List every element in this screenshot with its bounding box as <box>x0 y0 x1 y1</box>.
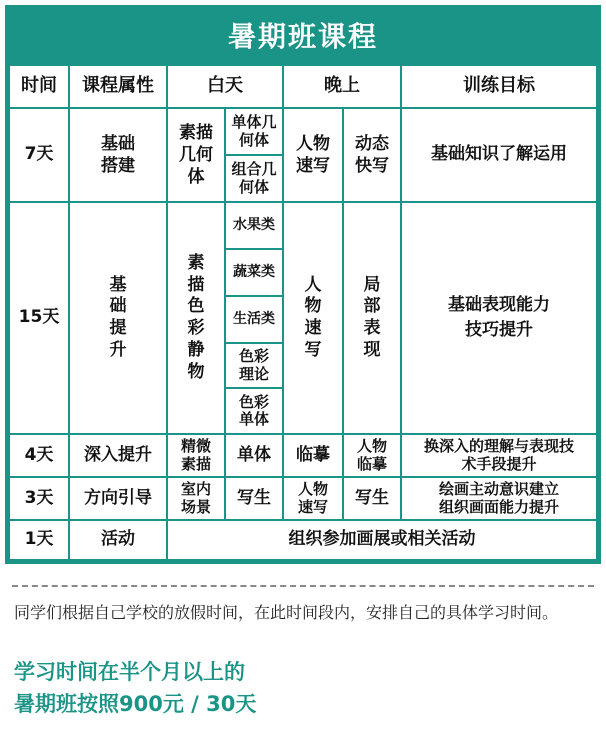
dashed-divider <box>12 585 594 587</box>
header-attribute: 课程属性 <box>68 64 168 109</box>
highlight-line-2: 暑期班按照900元 / 30天 <box>14 692 257 716</box>
row-15-night-1-text: 人物速写 <box>304 274 322 360</box>
highlight-line-1: 学习时间在半个月以上的 <box>14 660 245 684</box>
row-15-day-main-text: 素描色彩静物 <box>187 252 205 382</box>
row-15-day-sub-3: 生活类 <box>224 295 284 344</box>
row-4-goal <box>400 433 598 478</box>
row-3-goal-text: 绘画主动意识建立组织画面能力提升 <box>438 480 559 516</box>
row-15-attribute-text: 基础提升 <box>109 274 127 360</box>
header-time: 时间 <box>8 64 70 109</box>
row-3-night-1-text: 人物速写 <box>297 480 328 516</box>
row-7-goal: 基础知识了解运用 <box>400 107 598 203</box>
row-15-day-sub-4-text: 色彩理论 <box>238 347 269 383</box>
row-15-attribute <box>68 201 168 435</box>
row-3-goal <box>400 476 598 521</box>
header-night: 晚上 <box>282 64 402 109</box>
row-3-day-1-text: 室内场景 <box>180 480 211 516</box>
row-4-night-2-text: 人物临摹 <box>356 437 387 473</box>
row-7-time: 7天 <box>8 107 70 203</box>
row-15-day-sub-4 <box>224 342 284 389</box>
row-7-night-2 <box>342 107 402 203</box>
row-7-day-sub-2-text: 组合几何体 <box>231 160 277 196</box>
row-7-attribute-text: 基础搭建 <box>101 133 135 176</box>
row-7-day-main <box>166 107 226 203</box>
row-7-day-sub-1 <box>224 107 284 156</box>
row-4-time: 4天 <box>8 433 70 478</box>
row-15-night-1 <box>282 201 344 435</box>
row-7-night-2-text: 动态快写 <box>355 133 389 176</box>
row-15-day-sub-5-text: 色彩单体 <box>238 392 269 428</box>
row-7-day-main-text: 素描几何体 <box>179 122 213 188</box>
row-1-time: 1天 <box>8 519 70 561</box>
row-15-night-2-text: 局部表现 <box>363 274 381 360</box>
row-7-attribute <box>68 107 168 203</box>
header-day: 白天 <box>166 64 284 109</box>
row-7-day-sub-2 <box>224 154 284 203</box>
header-goal: 训练目标 <box>400 64 598 109</box>
row-3-time: 3天 <box>8 476 70 521</box>
row-3-night-1 <box>282 476 344 521</box>
table-title: 暑期班课程 <box>8 8 598 66</box>
row-15-night-2 <box>342 201 402 435</box>
row-15-time: 15天 <box>8 201 70 435</box>
row-3-night-2: 写生 <box>342 476 402 521</box>
row-3-attribute: 方向引导 <box>68 476 168 521</box>
row-1-attribute: 活动 <box>68 519 168 561</box>
row-4-night-2 <box>342 433 402 478</box>
row-4-night-1: 临摹 <box>282 433 344 478</box>
row-7-day-sub-1-text: 单体几何体 <box>231 113 277 149</box>
course-table-frame <box>5 5 601 564</box>
row-7-night-1-text: 人物速写 <box>296 133 330 176</box>
row-3-day-1 <box>166 476 226 521</box>
row-1-activity: 组织参加画展或相关活动 <box>166 519 598 561</box>
row-15-day-sub-2: 蔬菜类 <box>224 248 284 297</box>
row-4-day-2: 单体 <box>224 433 284 478</box>
row-4-day-1-text: 精微素描 <box>180 437 211 473</box>
row-15-day-sub-5 <box>224 387 284 435</box>
row-15-goal <box>400 201 598 435</box>
row-15-day-sub-1: 水果类 <box>224 201 284 250</box>
schedule-note: 同学们根据自己学校的放假时间，在此时间段内，安排自己的具体学习时间。 <box>14 603 559 622</box>
row-4-attribute: 深入提升 <box>68 433 168 478</box>
row-15-day-main <box>166 201 226 435</box>
row-4-goal-text: 换深入的理解与表现技术手段提升 <box>423 437 574 473</box>
row-4-day-1 <box>166 433 226 478</box>
row-3-day-2: 写生 <box>224 476 284 521</box>
row-15-goal-text: 基础表现能力技巧提升 <box>447 295 550 340</box>
row-7-night-1 <box>282 107 344 203</box>
